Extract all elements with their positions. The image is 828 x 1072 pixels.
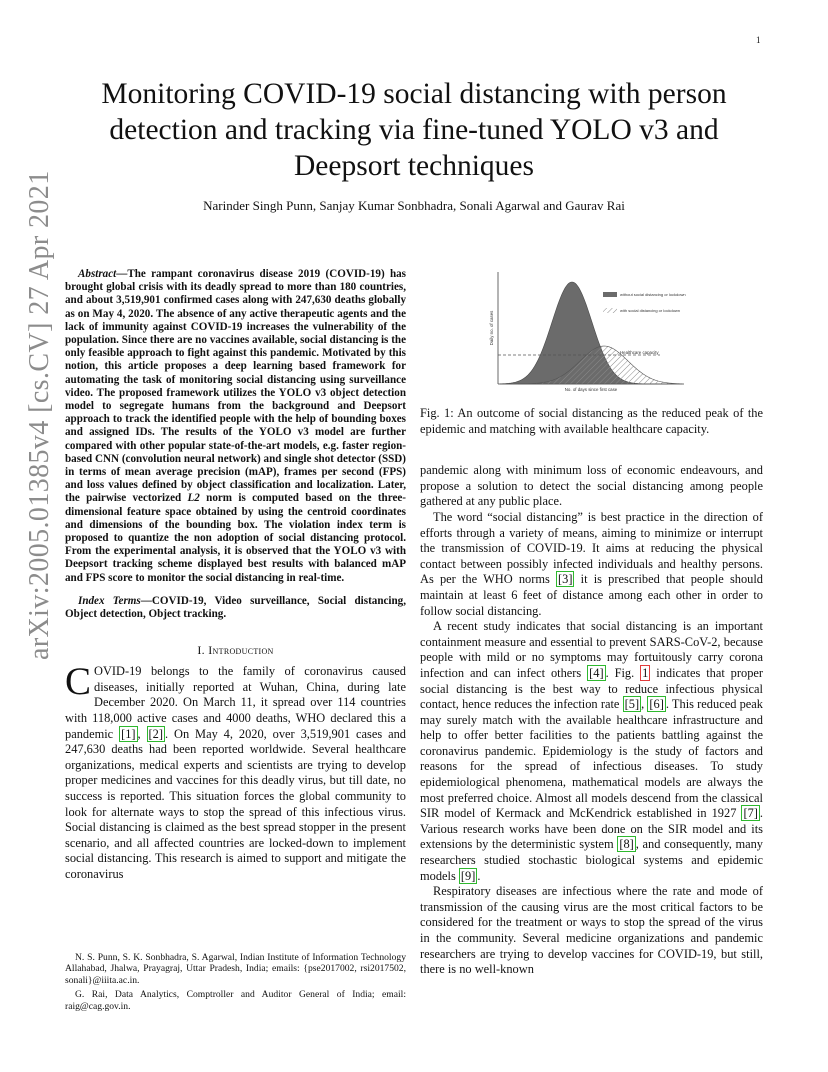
footnote-authors: N. S. Punn, S. K. Sonbhadra, S. Agarwal, Indian Institute of Information Technology Allahabad, Jhalwa, Prayagraj, Uttar Pradesh, India; emails: {pse2017002, rsi2017502, sonali}@iiita.ac.in. [65,952,406,986]
intro-paragraph [65,660,406,882]
right-column [420,268,763,978]
citation-7[interactable]: [7] [743,806,758,821]
right-p3-text-a: A recent study indicates that social distancing is an important containment measure and essential to prevent SARS-CoV-2, because people with mild or no symptoms may fortuitously carry corona infection and can infect others [420,619,763,680]
arxiv-identifier[interactable]: arXiv:2005.01385v4 [cs.CV] 27 Apr 2021 [24,170,55,660]
citation-6[interactable]: [6] [649,697,664,712]
right-paragraph-4: Respiratory diseases are infectious where the rate and mode of transmission of the causing virus are the most critical factors to be considered for the treatment or ways to stop the spread of the virus in the community. Several medicine organizations and pandemic researchers are trying to develop vaccines for COVID-19, but still, there is no well-known [420,884,763,977]
footnote-rai: G. Rai, Data Analytics, Comptroller and Auditor General of India; email: raig@cag.gov.in. [65,989,406,1012]
index-terms-text: —COVID-19, Video surveillance, Social distancing, Object detection, Object tracking. [65,594,406,621]
citation-8[interactable]: [8] [619,837,634,852]
author-list: Narinder Singh Punn, Sanjay Kumar Sonbhadra, Sonali Agarwal and Gaurav Rai [203,198,625,213]
index-terms-lead: Index Terms [78,594,141,607]
right-p3-text-c: indicates that proper social distancing is the best way to reduce infectious physical contact, hence reduces the infection rate [420,665,764,712]
citation-separator: , [137,726,147,741]
left-column [65,268,406,883]
right-paragraph-3 [420,619,763,884]
abstract-text: —The rampant coronavirus disease 2019 (COVID-19) has brought global crisis with its deadly spread to more than 180 countries, and about 3,519,901 confirmed cases along with 247,630 deaths globally as on May 4, 2020. The absence of any active therapeutic agents and the lack of immunity against COVID-19 increases the vulnerability of the population. Since there are no vaccines available, social distancing is the only feasible approach to fight against this pandemic. Motivated by this notion, this article proposes a deep learning based framework for automating the task of monitoring social distancing using surveillance video. The proposed framework utilizes the YOLO v3 object detection model to segregate humans from the background and Deepsort approach to track the identified people with the help of bounding boxes and assigned IDs. The results of the YOLO v3 model are further compared with other popular state-of-the-art models, e.g. faster region-based CNN (convolution neural network) and single shot detector (SSD) in terms of mean average precision (mAP), frames per second (FPS) and loss values defined by object classification and localization. Later, the pairwise vectorized [65,268,406,505]
section-number: I. [197,643,209,658]
right-p2-text-a: The word “social distancing” is best practice in the direction of efforts through a variety of means, aiming to minimize or interrupt the transmission of COVID-19. It aims at reducing the physical contact between possibly infected individuals and healthy persons. As per the WHO norms [420,509,763,587]
citation-separator-5: , [641,697,648,712]
paper-title: Monitoring COVID-19 social distancing with person detection and tracking via fine-tuned YOLO v3 and Deepsort techniques [101,78,727,182]
abstract-l2: L2 [187,492,200,505]
intro-text-b: . On May 4, 2020, over 3,519,901 cases and 247,630 deaths had been reported worldwide. Several healthcare organizations, medical experts and scientists are trying to develop proper medicines and vaccines for this deadly virus, but till date, no success is reported. This situation forces the global community to look for alternate ways to stop the spread of this infectious virus. Social distancing is claimed as the best spread stopper in the present scenario, and all affected countries are locked-down to implement social distancing. This research is aimed to support and mitigate the coronavirus [65,726,406,881]
epidemic-curve-chart [488,268,688,394]
right-paragraph-1: pandemic along with minimum loss of economic endeavours, and propose a solution to detect the social distancing among people gathered at any public place. [420,463,763,509]
citation-4[interactable]: [4] [589,665,604,680]
section-heading-introduction [65,643,406,658]
citation-2[interactable]: [2] [148,726,163,741]
right-p3-text-b: . Fig. [605,665,641,680]
right-p3-text-g: . [477,868,481,883]
citation-3[interactable]: [3] [558,572,573,587]
abstract-lead: Abstract [78,268,117,280]
y-axis-label: Daily no. of cases [489,310,494,346]
legend-swatch-with [603,308,617,313]
citation-5[interactable]: [5] [624,697,640,712]
legend-swatch-without [603,292,617,297]
section-title: Introduction [208,643,274,658]
abstract [65,268,406,585]
abstract-text-2: norm is computed based on the three-dimensional feature space obtained by using the centroid coordinates and dimensions of the bounding box. The violation index term is proposed to quantize the non adoption of social distancing protocol. From the experimental analysis, it is observed that the YOLO v3 with Deepsort tracking scheme displayed best results with balanced mAP and FPS score to monitor the social distancing in real-time. [65,492,406,584]
figure-1 [420,268,763,398]
citation-9[interactable]: [9] [460,868,476,883]
healthcare-capacity-label: Healthcare capacity [620,350,659,355]
x-axis-label: No. of days since first case [564,387,618,392]
legend-label-with: with social distancing or lockdown [620,308,681,313]
index-terms [65,595,406,621]
intro-text-a: OVID-19 belongs to the family of coronavirus caused diseases, initially reported at Wuhan, China, during late December 2020. On March 11, it spread over 114 countries with 118,000 active cases and 4000 deaths, WHO declared this a pandemic [65,664,406,741]
legend-label-without: without social distancing or lockdown [620,292,686,297]
right-p3-text-d: . This reduced peak may surely match with the available healthcare infrastructure and help to offer better facilities to the patients battling against the coronavirus pandemic. Epidemiology is the study of factors and reasons for the spread of infectious diseases. To study epidemiological phenomena, mathematical models are always the most preferred choice. Almost all models descend from the classical SIR model of Kermack and McKendrick established in 1927 [420,697,763,821]
citation-1[interactable]: [1] [121,726,136,741]
page-number: 1 [756,35,761,45]
figure-ref-1[interactable]: 1 [642,665,649,680]
right-body [420,463,763,978]
figure-caption: Fig. 1: An outcome of social distancing as the reduced peak of the epidemic and matching with available healthcare capacity. [420,406,763,436]
right-p2-text-b: it is prescribed that people should maintain at least 6 feet of distance among each other in order to follow social distancing. [420,572,763,618]
right-paragraph-2 [420,510,763,619]
drop-cap: C [65,660,92,704]
right-p3-text-f: , and consequently, many researchers studied stochastic biological systems and epidemic models [420,837,763,883]
footnotes [65,952,406,1015]
right-p3-text-e: . Various research works have been done on the SIR model and its extensions by the deterministic system [420,806,763,852]
